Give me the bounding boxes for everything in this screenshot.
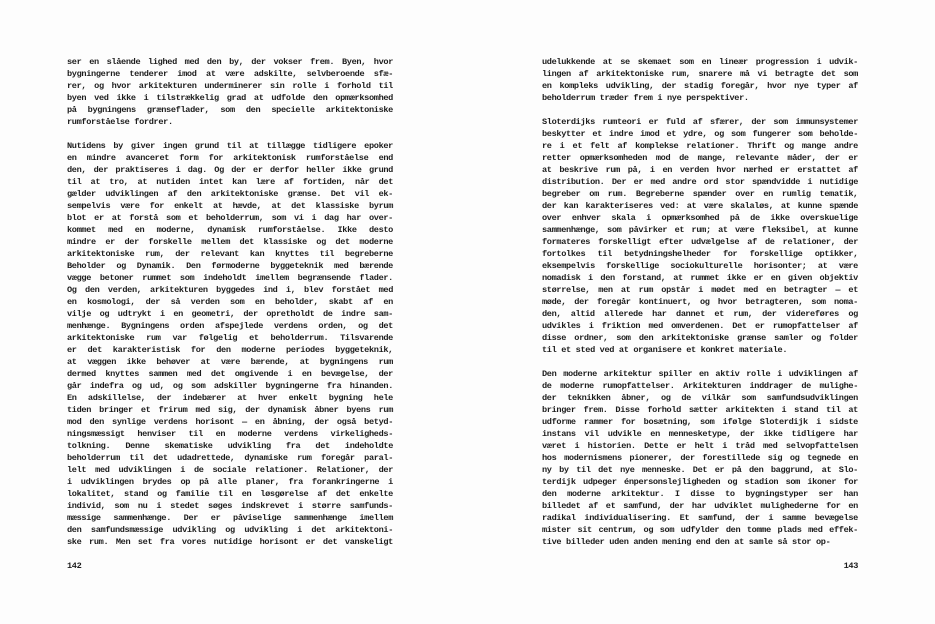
text-line: eksempelvis forskellige sociokulturelle horisonter; at være — [542, 261, 858, 271]
text-line: Beholder og Dynamik. Den førmoderne byggeteknik med bærende — [67, 261, 393, 271]
text-line: instans vil udvikle en mennesketype, der ikke tidligere har — [542, 429, 858, 439]
text-line: rer, og hvor arkitekturen underminerer sin rolle i forhold til — [67, 81, 393, 91]
text-line: rumforståelse fordrer. — [67, 117, 173, 127]
text-line: radikal individualisering. Et samfund, der i samme bevægelse — [542, 513, 858, 523]
text-line: hos modernismens pionerer, der forestillede sig og tegnede en — [542, 453, 858, 463]
text-line: nomadisk i den forstand, at rummet ikke er en given objektiv — [542, 273, 858, 283]
text-line: begreber om rum. Begreberne spænder over en rumlig tematik, — [542, 189, 858, 199]
text-line: går indefra og ud, og som adskiller bygningerne fra hinanden. — [67, 381, 393, 391]
text-line: Nutidens by giver ingen grund til at tillægge tidligere epoker — [67, 141, 393, 151]
text-line: tive billeder uden anden mening end den at samle så stor op- — [542, 537, 831, 547]
text-line: udvikles i friktion med omverdenen. Det er rumopfattelser af — [542, 321, 858, 331]
text-line: En adskillelse, der indebærer at hver enkelt bygning hele — [67, 393, 393, 403]
text-line: vilje og udtrykt i en geometri, der opretholdt de indre sam- — [67, 309, 393, 319]
text-line: mindre er der forskelle mellem det klassiske og det moderne — [67, 237, 393, 247]
paragraph — [542, 116, 858, 356]
text-line: over enhver skala i opmærksomhed på de ikke overskuelige — [542, 213, 858, 223]
text-line: ningsmæssigt henviser til en moderne verdens virkeligheds- — [67, 429, 393, 439]
text-line: den samfundsmæssige udvikling og udvikling i det arkitektoni- — [67, 525, 393, 535]
text-line: vægge betoner rummet som indeholdt imellem begrænsende flader. — [67, 273, 393, 283]
text-line: på bygningens grænseflader, som den specielle arkitektoniske — [67, 105, 393, 115]
text-line: lelt med udviklingen i de sociale relationer. Relationer, der — [67, 465, 393, 475]
page-left-text-column — [67, 56, 393, 548]
text-line: ske rum. Men set fra vores nutidige horisont er det vanskeligt — [67, 537, 393, 547]
text-line: lingen af arkitektoniske rum, snarere må vi betragte det som — [542, 69, 858, 79]
text-line: ser en slående lighed med den by, der vokser frem. Byen, hvor — [67, 57, 393, 67]
text-line: arkitektoniske rum var følgelig et beholderrum. Tilsvarende — [67, 333, 393, 343]
text-line: mæssige sammenhænge. Der er påviselige sammenhænge imellem — [67, 513, 393, 523]
text-line: lokalitet, stand og familie til en løsgørelse af det enkelte — [67, 489, 393, 499]
text-line: størrelse, men at rum opstår i mødet med en betragter — et — [542, 285, 858, 295]
paragraph — [67, 56, 393, 128]
text-line: er det karakteristisk for den moderne periodes byggeteknik, — [67, 345, 393, 355]
text-line: til et sted ved at organisere et konkret materiale. — [542, 345, 788, 355]
text-line: udforme rammer for bosætning, som ifølge Sloterdijk i sidste — [542, 417, 858, 427]
paragraph — [67, 140, 393, 548]
text-line: den moderne arkitektur. I disse to bygningstyper ser han — [542, 489, 858, 499]
text-line: beholderrum til det udadrettede, dynamiske rum foregår paral- — [67, 453, 393, 463]
text-line: beholderrum træder frem i nye perspektiver. — [542, 93, 749, 103]
text-line: bringer frem. Disse forhold sætter arkitekten i stand til at — [542, 405, 858, 415]
text-line: sempelvis være for enkelt at hævde, at det klassiske byrum — [67, 201, 393, 211]
text-line: bygningerne tenderer imod at være adskilte, selvberoende sfæ- — [67, 69, 393, 79]
text-line: fortolkes til betydningshelheder for forskellige optikker, — [542, 249, 858, 259]
text-line: møde, der foregår kontinuert, og hvor betragteren, som noma- — [542, 297, 858, 307]
text-line: den, der praktiseres i dag. Og der er derfor heller ikke grund — [67, 165, 393, 175]
text-line: distribution. Der er med andre ord stor spændvidde i nutidige — [542, 177, 858, 187]
text-line: retter opmærksomheden mod de mange, relevante måder, der er — [542, 153, 858, 163]
page-number-right: 143 — [843, 561, 858, 571]
text-line: arkitektoniske rum, der relevant kan knyttes til begreberne — [67, 249, 393, 259]
text-line: disse ordner, som den arkitektoniske grænse samler og folder — [542, 333, 858, 343]
text-line: dermed knyttes sammen med det omgivende i en bevægelse, der — [67, 369, 393, 379]
text-line: at beskrive rum på, i en verden hvor nærhed er erstattet af — [542, 165, 858, 175]
text-line: beskytter et indre imod et ydre, og som fungerer som beholde- — [542, 129, 858, 139]
text-line: byen ved ikke i tilstrækkelig grad at udfolde den opmærksomhed — [67, 93, 393, 103]
text-line: en kosmologi, der så verden som en beholder, skabt af en — [67, 297, 393, 307]
text-line: der teknikken åbner, og de vilkår som samfundsudviklingen — [542, 393, 858, 403]
text-line: menhænge. Bygningens orden afspejlede verdens orden, og det — [67, 321, 393, 331]
text-line: sammenhænge, som påvirker et rum; at være fleksibel, at kunne — [542, 225, 858, 235]
text-line: individ, som nu i stedet søges indskrevet i større samfunds- — [67, 501, 393, 511]
text-line: en kompleks udvikling, der stadig foregår, hvor nye typer af — [542, 81, 858, 91]
text-line: udelukkende at se skemaet som en lineær progression i udvik- — [542, 57, 858, 67]
paragraph — [542, 368, 858, 548]
text-line: blot er at forstå som et beholderrum, som vi i dag har over- — [67, 213, 393, 223]
text-line: en mindre avanceret form for arkitektonisk rumforståelse end — [67, 153, 393, 163]
text-line: været i historien. Dette er helt i tråd med selvopfattelsen — [542, 441, 858, 451]
text-line: den, altid allerede har dannet et rum, der videreføres og — [542, 309, 858, 319]
text-line: til at tro, at nutiden intet kan lære af fortiden, når det — [67, 177, 393, 187]
paragraph — [542, 56, 858, 104]
text-line: at væggen ikke behøver at være bærende, at bygningens rum — [67, 357, 393, 367]
text-line: kommet med en moderne, dynamisk rumforståelse. Ikke desto — [67, 225, 393, 235]
text-line: terdijk udpeger énpersonslejligheden og stadion som ikoner for — [542, 477, 858, 487]
text-line: Sloterdijks rumteori er fuld af sfærer, der som immunsystemer — [542, 117, 858, 127]
text-line: Den moderne arkitektur spiller en aktiv rolle i udviklingen af — [542, 369, 858, 379]
text-line: mod den synlige verdens horisont — en åbning, der også betyd- — [67, 417, 393, 427]
page-number-left: 142 — [67, 561, 82, 571]
text-line: gælder udviklingen af den arkitektoniske grænse. Det vil ek- — [67, 189, 393, 199]
text-line: billedet af et samfund, der har udviklet mulighederne for en — [542, 501, 858, 511]
text-line: formateres forskelligt efter udvælgelse af de relationer, der — [542, 237, 858, 247]
text-line: tiden bringer et frirum med sig, der dynamisk åbner byens rum — [67, 405, 393, 415]
page-right-text-column — [542, 56, 858, 548]
text-line: de moderne rumopfattelser. Arkitekturen inddrager de mulighe- — [542, 381, 858, 391]
text-line: mister sit centrum, og som udfylder den tomme plads med effek- — [542, 525, 858, 535]
text-line: tolkning. Denne skematiske udvikling fra det indeholdte — [67, 441, 393, 451]
text-line: ny by til det nye menneske. Det er på den baggrund, at Slo- — [542, 465, 858, 475]
text-line: Og den verden, arkitekturen byggedes ind i, blev forstået med — [67, 285, 393, 295]
text-line: re i et felt af komplekse relationer. Thrift og mange andre — [542, 141, 858, 151]
text-line: der kan karakteriseres ved: at være skalaløs, at kunne spænde — [542, 201, 858, 211]
text-line: i udviklingen brydes op på alle planer, fra forankringerne i — [67, 477, 393, 487]
